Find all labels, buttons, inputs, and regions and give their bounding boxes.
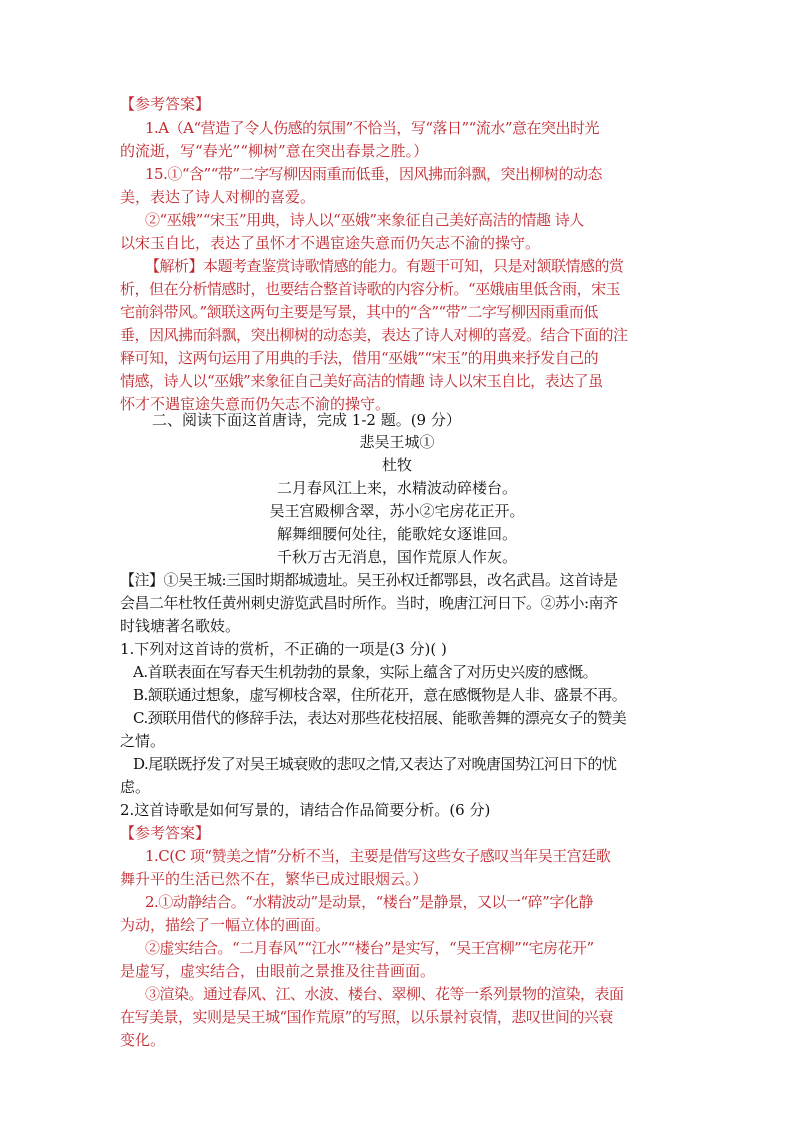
option-b: B.颔联通过想象，虚写柳枝含翠，住所花开，意在感慨物是人非、盛景不再。 [133,686,627,704]
answer-line: 1.C(C 项“赞美之情”分析不当，主要是借写这些女子感叹当年吴王宫廷歌 [145,847,611,865]
poem-line: 解舞细腰何处往，能歌姹女逐谁回。 [276,525,517,543]
answer-line: 是虚写，虚实结合，由眼前之景推及往昔画面。 [120,962,436,980]
answer-line: ③渲染。通过春风、江、水波、楼台、翠柳、花等一系列景物的渲染，表面 [145,985,624,1003]
answer-line: 在写美景，实则是吴王城“国作荒原”的写照，以乐景衬哀情，悲叹世间的兴衰 [120,1008,613,1026]
section-heading: 二、阅读下面这首唐诗，完成 1-2 题。(9 分） [152,411,461,429]
option-a: A.首联表面在写春天生机勃勃的景象，实际上蕴含了对历史兴废的感慨。 [133,663,598,681]
analysis-line: 析，但在分析情感时，也要结合整首诗歌的内容分析。“巫娥庙里低含雨，宋玉 [120,280,621,298]
question-2: 2.这首诗歌是如何写景的，请结合作品简要分析。(6 分) [120,801,491,819]
option-c-cont: 之情。 [120,732,166,750]
note-line: 会昌二年杜牧任黄州刺史游览武昌时所作。当时，晚唐江河日下。②苏小:南齐 [120,594,618,612]
answer-line: 舞升平的生活已然不在，繁华已成过眼烟云。） [120,870,428,888]
option-d-cont: 虑。 [120,778,151,796]
analysis-line: 情感，诗人以“巫娥”来象征自己美好高洁的情趣 诗人以宋玉自比，表达了虽 [120,372,603,390]
answer-label: 【参考答案】 [120,95,211,113]
poem-author: 杜牧 [381,456,412,474]
answer-line: 变化。 [120,1031,166,1049]
answer-line: ②“巫娥”“宋玉”用典，诗人以“巫娥”来象征自己美好高洁的情趣 诗人 [145,211,584,229]
poem-title: 悲吴王城① [359,433,435,451]
answer-line: 15.①“含”“带”二字写柳因雨重而低垂，因风拂而斜飘，突出柳树的动态 [145,165,603,183]
analysis-line: 【解析】本题考查鉴赏诗歌情感的能力。有题干可知，只是对颔联情感的赏 [145,257,624,275]
answer-line: 2.①动静结合。“水精波动”是动景，“楼台”是静景，又以一“碎”字化静 [145,893,593,911]
answer-line: 为动，描绘了一幅立体的画面。 [120,916,331,934]
analysis-line: 宅前斜带风。”颔联这两句主要是写景，其中的“含”“带”二字写柳因雨重而低 [120,303,598,321]
answer-line: 以宋玉自比，表达了虽怀才不遇宦途失意而仍矢志不渝的操守。 [120,234,541,252]
analysis-line: 释可知，这两句运用了用典的手法，借用“巫娥”“宋玉”的用典来抒发自己的 [120,349,599,367]
answer-line: 美，表达了诗人对柳的喜爱。 [120,188,316,206]
option-d: D.尾联既抒发了对吴王城衰败的悲叹之情,又表达了对晚唐国势江河日下的忧 [133,755,617,773]
poem-line: 千秋万古无消息，国作荒原人作灰。 [276,548,517,566]
note-line: 时钱塘著名歌妓。 [120,617,241,635]
answer-label: 【参考答案】 [120,824,211,842]
poem-line: 二月春风江上来，水精波动碎楼台。 [276,479,517,497]
answer-line: 的流逝，写“春光”“柳树”意在突出春景之胜。） [120,142,429,160]
analysis-line: 怀才不遇宦途失意而仍矢志不渝的操守。 [120,395,391,413]
poem-line: 吴王宫殿柳含翠，苏小②宅房花正开。 [269,502,525,520]
answer-line: ②虚实结合。“二月春风”“江水”“楼台”是实写，“吴王宫柳”“宅房花开” [145,939,594,957]
question-1: 1.下列对这首诗的赏析，不正确的一项是(3 分)( ) [120,640,447,658]
answer-line: 1.A（A“营造了令人伤感的氛围”不恰当，写“落日”“流水”意在突出时光 [145,119,599,137]
option-c: C.颈联用借代的修辞手法，表达对那些花枝招展、能歌善舞的漂亮女子的赞美 [133,709,627,727]
note-line: 【注】①吴王城:三国时期都城遗址。吴王孙权迁都鄂县，改名武昌。这首诗是 [120,571,618,589]
analysis-line: 垂，因风拂而斜飘，突出柳树的动态美，表达了诗人对柳的喜爱。结合下面的注 [120,326,628,344]
